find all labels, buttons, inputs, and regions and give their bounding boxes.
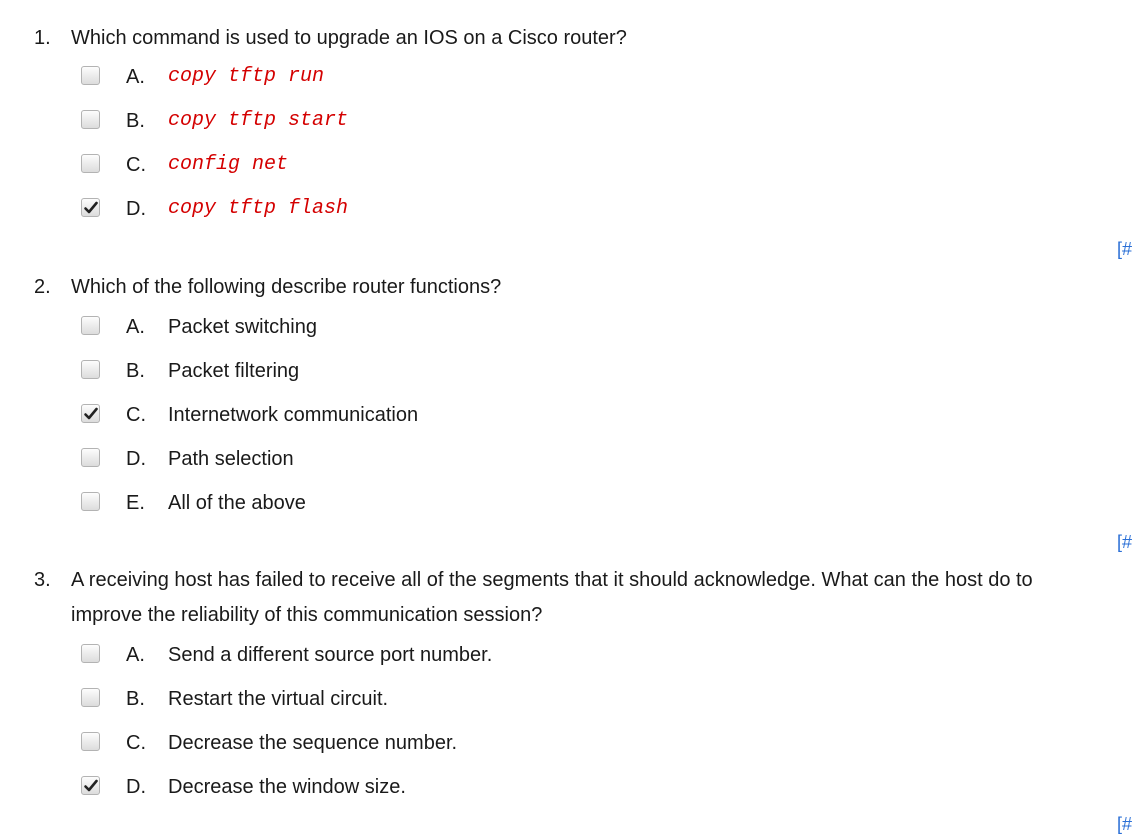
option-1-d[interactable] [0, 198, 700, 242]
option-2-c[interactable] [0, 404, 700, 448]
option-1-b[interactable] [0, 110, 700, 154]
option-letter: C. [126, 732, 146, 754]
question-number: 3. [34, 569, 51, 591]
option-letter: D. [126, 198, 146, 220]
option-text: All of the above [168, 492, 306, 514]
checkbox-2-a[interactable] [81, 316, 100, 335]
option-letter: B. [126, 688, 145, 710]
option-letter: B. [126, 110, 145, 132]
checkbox-2-d[interactable] [81, 448, 100, 467]
option-text: config net [168, 153, 289, 176]
checkbox-1-c[interactable] [81, 154, 100, 173]
option-text: Send a different source port number. [168, 644, 493, 666]
option-letter: B. [126, 360, 145, 382]
question-text: Which of the following describe router functions? [71, 276, 502, 298]
option-text: copy tftp flash [168, 197, 349, 220]
anchor-link-1[interactable]: [# [1117, 239, 1133, 259]
option-text: copy tftp start [168, 109, 349, 132]
checkbox-2-b[interactable] [81, 360, 100, 379]
option-2-e[interactable] [0, 492, 700, 536]
option-2-b[interactable] [0, 360, 700, 404]
checkbox-1-d[interactable] [81, 198, 100, 217]
option-2-d[interactable] [0, 448, 700, 492]
option-text: Packet switching [168, 316, 317, 338]
question-number: 1. [34, 27, 51, 49]
option-letter: A. [126, 644, 145, 666]
question-text-line-1: A receiving host has failed to receive all of the segments that it should acknowledge. What can the host do to [71, 569, 1033, 591]
anchor-link-2[interactable]: [# [1117, 532, 1133, 552]
option-letter: A. [126, 66, 145, 88]
option-letter: C. [126, 154, 146, 176]
option-text: Path selection [168, 448, 294, 470]
checkbox-2-e[interactable] [81, 492, 100, 511]
checkbox-3-c[interactable] [81, 732, 100, 751]
option-text: Decrease the sequence number. [168, 732, 458, 754]
option-letter: D. [126, 776, 146, 798]
option-3-d[interactable] [0, 776, 700, 820]
checkbox-2-c[interactable] [81, 404, 100, 423]
anchor-link-3[interactable]: [# [1117, 814, 1133, 834]
option-letter: C. [126, 404, 146, 426]
option-3-c[interactable] [0, 732, 700, 776]
option-1-a[interactable] [0, 66, 700, 110]
option-3-a[interactable] [0, 644, 700, 688]
checkbox-3-d[interactable] [81, 776, 100, 795]
option-text: copy tftp run [168, 65, 325, 88]
checkbox-1-a[interactable] [81, 66, 100, 85]
option-3-b[interactable] [0, 688, 700, 732]
option-text: Decrease the window size. [168, 776, 406, 798]
checkmark-icon [83, 406, 99, 422]
option-letter: E. [126, 492, 145, 514]
question-text-line-2: improve the reliability of this communication session? [71, 604, 543, 626]
option-letter: D. [126, 448, 146, 470]
option-text: Internetwork communication [168, 404, 419, 426]
checkmark-icon [83, 778, 99, 794]
option-1-c[interactable] [0, 154, 700, 198]
checkmark-icon [83, 200, 99, 216]
question-text: Which command is used to upgrade an IOS on a Cisco router? [71, 27, 627, 49]
option-letter: A. [126, 316, 145, 338]
question-number: 2. [34, 276, 51, 298]
option-text: Packet filtering [168, 360, 300, 382]
checkbox-3-a[interactable] [81, 644, 100, 663]
option-2-a[interactable] [0, 316, 700, 360]
checkbox-1-b[interactable] [81, 110, 100, 129]
option-text: Restart the virtual circuit. [168, 688, 389, 710]
checkbox-3-b[interactable] [81, 688, 100, 707]
